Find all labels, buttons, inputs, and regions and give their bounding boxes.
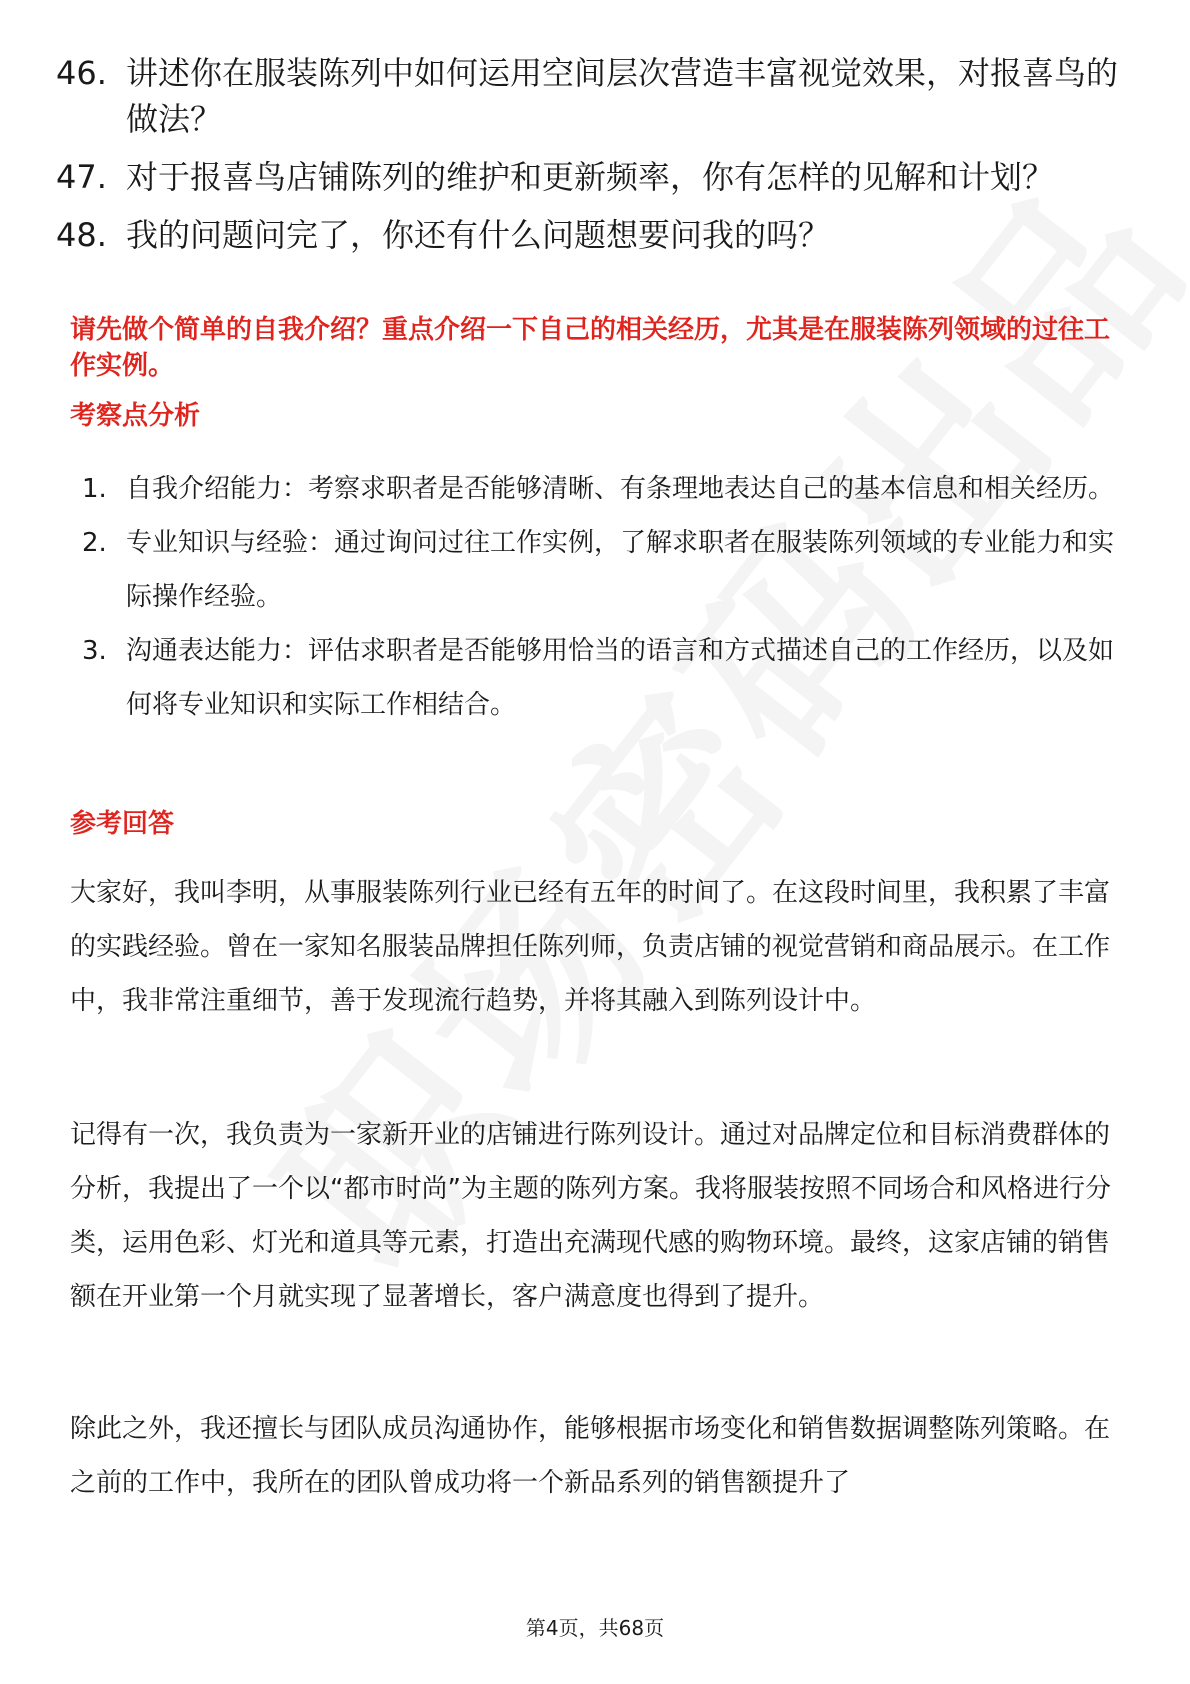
question-text: 对于报喜鸟店铺陈列的维护和更新频率，你有怎样的见解和计划？: [126, 158, 1055, 196]
answer-paragraph: 除此之外，我还擅长与团队成员沟通协作，能够根据市场变化和销售数据调整陈列策略。在之前的工作中，我所在的团队曾成功将一个新品系列的销售额提升了: [70, 1414, 1111, 1498]
analysis-list: [82, 462, 1122, 732]
analysis-number: 1.: [82, 474, 107, 504]
analysis-number: 3.: [82, 636, 107, 666]
question-number: 47.: [56, 158, 107, 196]
answer-paragraph: 大家好，我叫李明，从事服装陈列行业已经有五年的时间了。在这段时间里，我积累了丰富的实践经验。曾在一家知名服装品牌担任陈列师，负责店铺的视觉营销和商品展示。在工作中，我非常注重细节，善于发现流行趋势，并将其融入到陈列设计中。: [70, 878, 1111, 1016]
focus-question: 请先做个简单的自我介绍？重点介绍一下自己的相关经历，尤其是在服装陈列领域的过往工作实例。: [70, 315, 1111, 381]
question-item: [56, 212, 1126, 258]
question-number: 48.: [56, 216, 107, 254]
question-number: 46.: [56, 54, 107, 92]
analysis-text: 自我介绍能力：考察求职者是否能够清晰、有条理地表达自己的基本信息和相关经历。: [126, 474, 1115, 504]
analysis-item: [82, 462, 1122, 516]
answer-paragraph: 记得有一次，我负责为一家新开业的店铺进行陈列设计。通过对品牌定位和目标消费群体的分析，我提出了一个以“都市时尚”为主题的陈列方案。我将服装按照不同场合和风格进行分类，运用色彩、灯光和道具等元素，打造出充满现代感的购物环境。最终，这家店铺的销售额在开业第一个月就实现了显著增长，客户满意度也得到了提升。: [70, 1120, 1111, 1312]
question-item: [56, 50, 1126, 142]
analysis-text: 专业知识与经验：通过询问过往工作实例，了解求职者在服装陈列领域的专业能力和实际操作经验。: [126, 528, 1115, 612]
page-footer: 第4页，共68页: [525, 1616, 665, 1640]
answer-heading: 参考回答: [70, 809, 175, 839]
analysis-text: 沟通表达能力：评估求职者是否能够用恰当的语言和方式描述自己的工作经历，以及如何将专业知识和实际工作相结合。: [126, 636, 1115, 720]
question-text: 我的问题问完了，你还有什么问题想要问我的吗？: [126, 216, 831, 254]
question-text: 讲述你在服装陈列中如何运用空间层次营造丰富视觉效果，对报喜鸟的做法？: [126, 54, 1119, 138]
analysis-item: [82, 516, 1122, 624]
analysis-number: 2.: [82, 528, 107, 558]
analysis-heading: 考察点分析: [70, 401, 201, 431]
analysis-item: [82, 624, 1122, 732]
question-item: [56, 154, 1126, 200]
question-list: [56, 50, 1126, 270]
